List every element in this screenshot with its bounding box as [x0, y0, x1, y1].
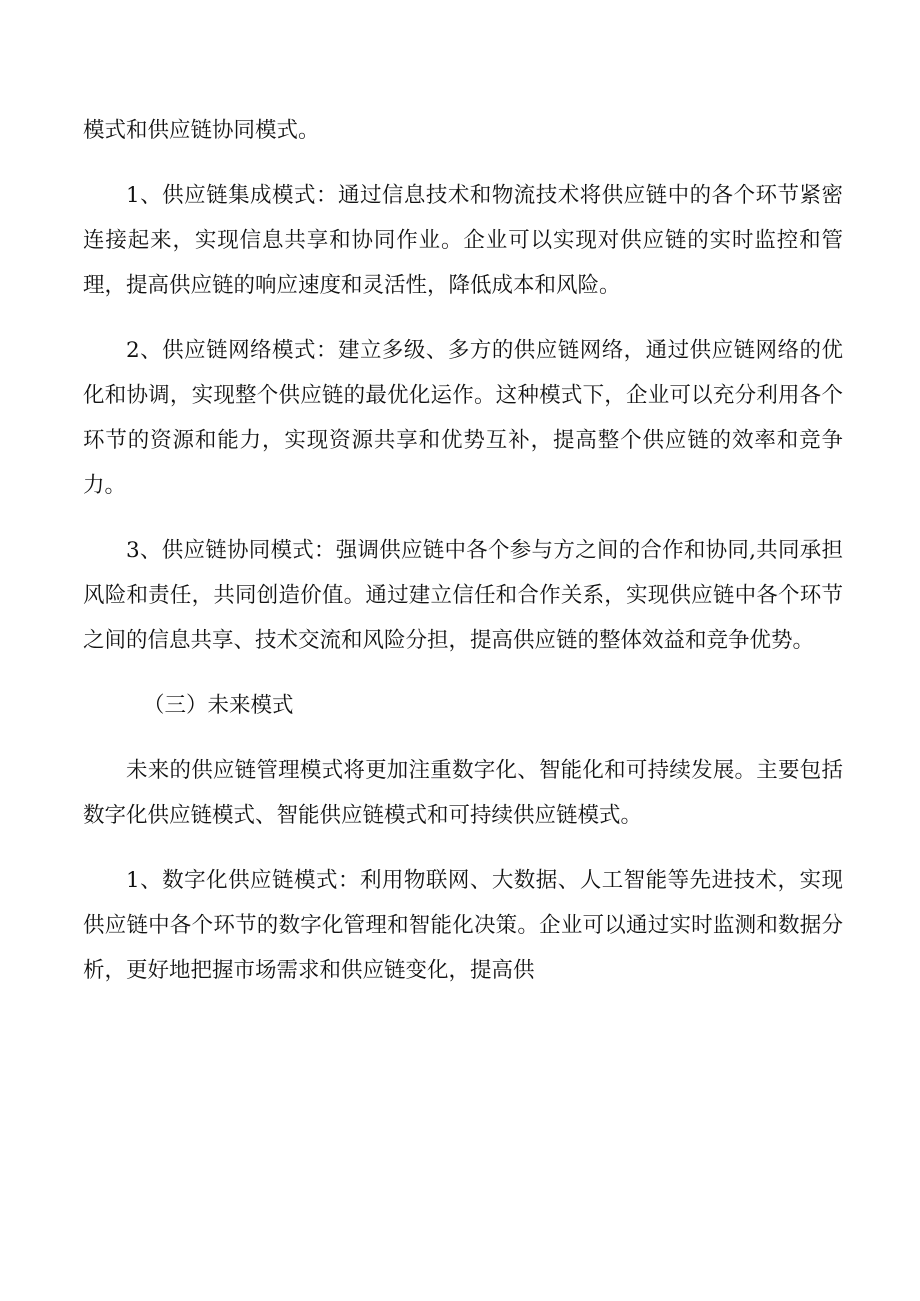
paragraph-supply-chain-network: 2、供应链网络模式：建立多级、多方的供应链网络，通过供应链网络的优化和协调，实现整个供应链的最优化运作。这种模式下，企业可以充分利用各个环节的资源和能力，实现资源共享和优势互补，提高整个供应链的效率和竞争力。 — [83, 338, 843, 498]
paragraph-supply-chain-integration: 1、供应链集成模式：通过信息技术和物流技术将供应链中的各个环节紧密连接起来，实现信息共享和协同作业。企业可以实现对供应链的实时监控和管理，提高供应链的响应速度和灵活性，降低成本和风险。 — [83, 183, 843, 298]
paragraph-future-overview: 未来的供应链管理模式将更加注重数字化、智能化和可持续发展。主要包括数字化供应链模式、智能供应链模式和可持续供应链模式。 — [83, 758, 843, 828]
paragraph-supply-chain-collaboration: 3、供应链协同模式：强调供应链中各个参与方之间的合作和协同,共同承担风险和责任，共同创造价值。通过建立信任和合作关系，实现供应链中各个环节之间的信息共享、技术交流和风险分担，提高供应链的整体效益和竞争优势。 — [83, 538, 843, 653]
section-heading-future-modes: （三）未来模式 — [143, 693, 294, 718]
document-body — [83, 108, 843, 1013]
paragraph-digital-supply-chain: 1、数字化供应链模式：利用物联网、大数据、人工智能等先进技术，实现供应链中各个环节的数字化管理和智能化决策。企业可以通过实时监测和数据分析，更好地把握市场需求和供应链变化，提高供 — [83, 868, 843, 983]
paragraph-continuation: 模式和供应链协同模式。 — [83, 118, 320, 143]
